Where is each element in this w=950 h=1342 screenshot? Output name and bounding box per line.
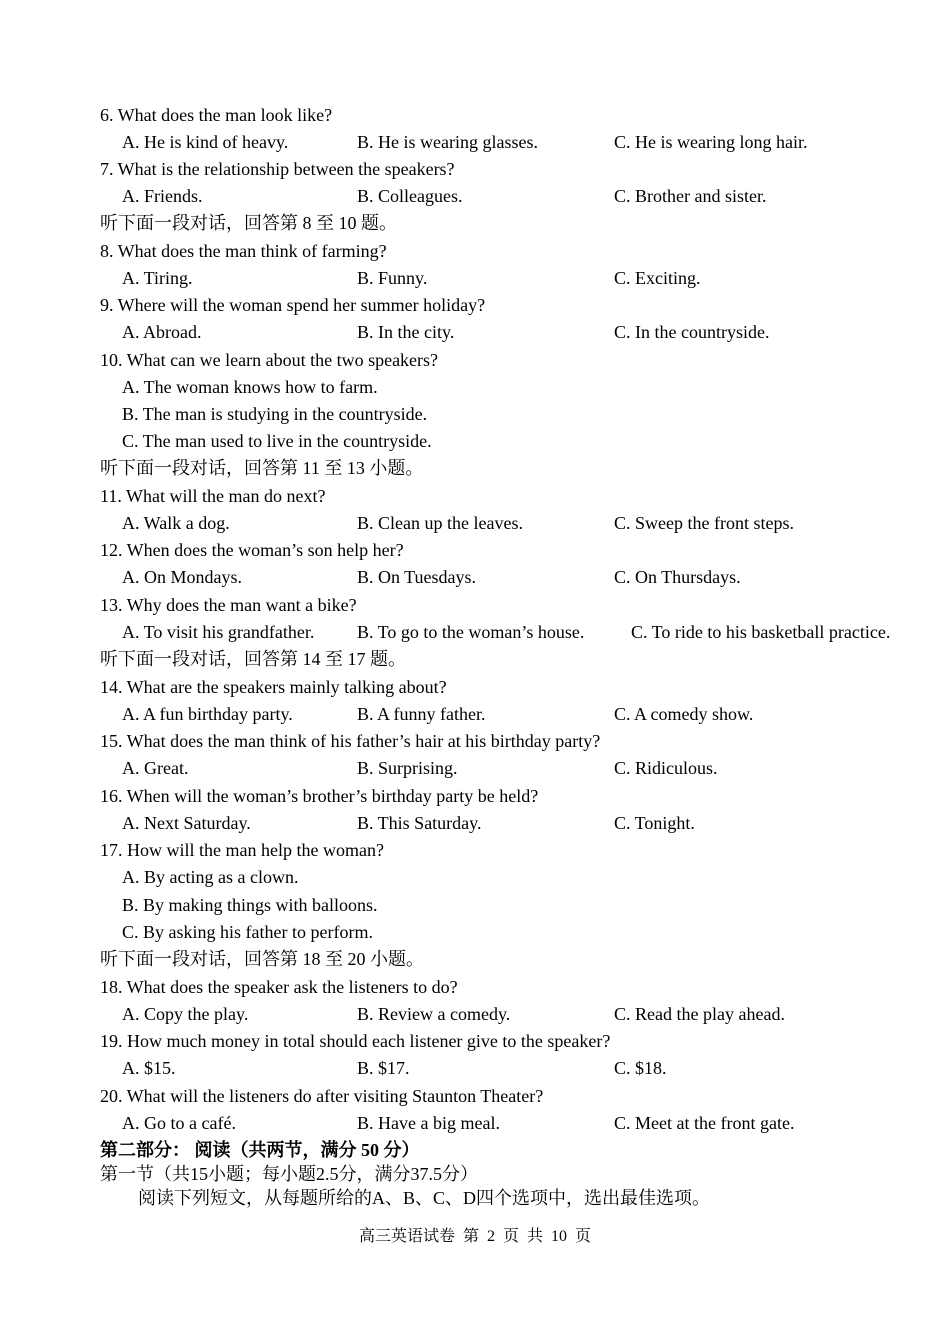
option-line: B. By making things with balloons. (122, 895, 378, 915)
option-a: A. Next Saturday. (122, 813, 251, 833)
question-line: 15. What does the man think of his father’s hair at his birthday party? (100, 731, 601, 751)
option-c: C. In the countryside. (614, 322, 770, 342)
question-line: 7. What is the relationship between the speakers? (100, 159, 455, 179)
option-c: C. He is wearing long hair. (614, 132, 808, 152)
option-line: C. By asking his father to perform. (122, 922, 373, 942)
option-b: B. This Saturday. (357, 813, 482, 833)
option-a: A. A fun birthday party. (122, 704, 293, 724)
option-c: C. Read the play ahead. (614, 1004, 785, 1024)
option-c: C. To ride to his basketball practice. (631, 622, 891, 642)
option-c: C. Ridiculous. (614, 758, 718, 778)
question-line: 8. What does the man think of farming? (100, 241, 387, 261)
option-b: B. Funny. (357, 268, 428, 288)
option-a: A. Go to a café. (122, 1113, 236, 1133)
option-c: C. A comedy show. (614, 704, 754, 724)
option-b: B. Have a big meal. (357, 1113, 500, 1133)
option-b: B. A funny father. (357, 704, 486, 724)
question-line: 10. What can we learn about the two speakers? (100, 350, 439, 370)
question-line: 12. When does the woman’s son help her? (100, 540, 404, 560)
option-c: C. $18. (614, 1058, 667, 1078)
option-line: A. By acting as a clown. (122, 867, 299, 887)
option-b: B. In the city. (357, 322, 455, 342)
question-line: 听下面一段对话，回答第 8 至 10 题。 (100, 213, 397, 233)
instruction-text: 阅读下列短文，从每题所给的A、B、C、D四个选项中，选出最佳选项。 (138, 1188, 711, 1208)
option-b: B. Colleagues. (357, 186, 463, 206)
question-line: 6. What does the man look like? (100, 105, 333, 125)
option-a: A. Tiring. (122, 268, 193, 288)
option-b: B. To go to the woman’s house. (357, 622, 585, 642)
option-a: A. Walk a dog. (122, 513, 230, 533)
option-line: A. The woman knows how to farm. (122, 377, 378, 397)
option-b: B. Surprising. (357, 758, 458, 778)
option-b: B. Clean up the leaves. (357, 513, 523, 533)
option-a: A. On Mondays. (122, 567, 242, 587)
question-line: 14. What are the speakers mainly talking about? (100, 677, 447, 697)
option-c: C. Meet at the front gate. (614, 1113, 795, 1133)
question-line: 11. What will the man do next? (100, 486, 326, 506)
option-b: B. $17. (357, 1058, 410, 1078)
option-a: A. Friends. (122, 186, 203, 206)
question-line: 20. What will the listeners do after visiting Staunton Theater? (100, 1086, 544, 1106)
question-line: 13. Why does the man want a bike? (100, 595, 357, 615)
option-b: B. On Tuesdays. (357, 567, 477, 587)
question-line: 听下面一段对话，回答第 11 至 13 小题。 (100, 458, 424, 478)
question-line: 听下面一段对话，回答第 18 至 20 小题。 (100, 949, 424, 969)
question-line: 19. How much money in total should each listener give to the speaker? (100, 1031, 611, 1051)
option-b: B. Review a comedy. (357, 1004, 511, 1024)
option-b: B. He is wearing glasses. (357, 132, 538, 152)
question-line: 9. Where will the woman spend her summer holiday? (100, 295, 486, 315)
option-a: A. To visit his grandfather. (122, 622, 315, 642)
option-c: C. Tonight. (614, 813, 695, 833)
option-a: A. He is kind of heavy. (122, 132, 289, 152)
page-footer: 高三英语试卷 第 2 页 共 10 页 (358, 1228, 591, 1245)
option-a: A. Copy the play. (122, 1004, 249, 1024)
option-line: C. The man used to live in the countryside. (122, 431, 432, 451)
option-c: C. Brother and sister. (614, 186, 767, 206)
question-line: 17. How will the man help the woman? (100, 840, 384, 860)
section-heading: 第二部分： 阅读（共两节，满分 50 分） (100, 1140, 420, 1160)
question-line: 16. When will the woman’s brother’s birthday party be held? (100, 786, 539, 806)
question-line: 听下面一段对话，回答第 14 至 17 题。 (100, 649, 406, 669)
option-c: C. Exciting. (614, 268, 701, 288)
question-line: 第一节（共15小题；每小题2.5分，满分37.5分） (100, 1164, 478, 1184)
option-c: C. Sweep the front steps. (614, 513, 794, 533)
option-a: A. Great. (122, 758, 189, 778)
option-a: A. Abroad. (122, 322, 202, 342)
question-line: 18. What does the speaker ask the listeners to do? (100, 977, 458, 997)
option-a: A. $15. (122, 1058, 176, 1078)
option-line: B. The man is studying in the countryside. (122, 404, 428, 424)
option-c: C. On Thursdays. (614, 567, 741, 587)
